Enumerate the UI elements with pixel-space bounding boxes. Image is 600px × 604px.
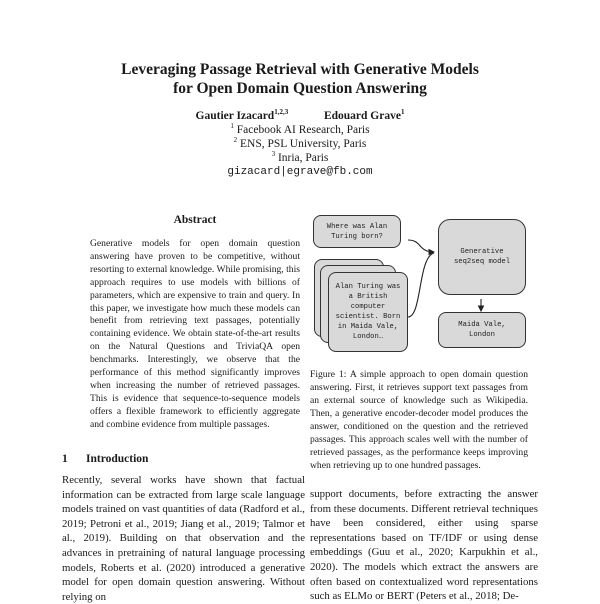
question-box: Where was Alan Turing born?: [313, 215, 401, 248]
answer-box: Maida Vale, London: [438, 312, 526, 348]
author-name: Edouard Grave: [323, 110, 401, 122]
abstract-text: Generative models for open domain question answering have proven to be competitive, without resorting to external knowledge. While promising, this approach requires to use models with billions of parameters, which are expensive to train and query. In this paper, we investigate how much these models can benefit from retrieving text passages, potentially containing evidence. We obtain state-of-the-art results on the Natural Questions and TriviaQA open benchmarks. Interestingly, we observe that the performance of this method significantly improves when increasing the number of retrieved passages. This is evidence that sequence-to-sequence models offers a flexible framework to efficiently aggregate and combine evidence from multiple passages.: [90, 238, 300, 430]
affiliation: $^3$ Inria, Paris: [271, 150, 329, 164]
body-text-right-column: support documents, before extracting the answer from these documents. Different retrieval techniques have been considered, either using sparse representations based on TF/IDF or using dense embeddings (Guu et al., 2020; Karpukhin et al., 2020). The models which extract the answers are often based on contextualized word representations such as ELMo or BERT (Peters et al., 2018; De-: [310, 488, 538, 603]
author-email: gizacard|egrave@fb.com: [227, 166, 373, 178]
section-title: Introduction: [86, 453, 149, 465]
affiliation: $^1$ Facebook AI Research, Paris: [230, 122, 370, 136]
author-affiliation-marks: 1: [400, 108, 405, 117]
title-line-1: Leveraging Passage Retrieval with Generative Models: [121, 61, 479, 78]
passage-box: Alan Turing was a British computer scientist. Born in Maida Vale, London…: [328, 272, 408, 352]
author-names: [0, 109, 600, 123]
question-to-model-arrow: [408, 240, 434, 252]
abstract-heading: Abstract: [173, 214, 217, 226]
paper-title: [0, 60, 600, 98]
title-line-2: for Open Domain Question Answering: [173, 80, 427, 97]
figure-1-diagram: [310, 212, 525, 362]
author-name: Gautier Izacard: [195, 110, 275, 122]
passages-to-model-arrow: [408, 253, 434, 317]
figure-caption: Figure 1: A simple approach to open domain question answering. First, it retrieves support text passages from an external source of knowledge such as Wikipedia. Then, a generative encoder-decoder model produces the answer, conditioned on the question and the retrieved passages. This approach scales well with the number of retrieved passages, as the performance keeps improving when retrieving up to one hundred passages.: [310, 369, 528, 471]
section-heading: [62, 453, 148, 465]
author-affiliation-marks: 1,2,3: [274, 108, 289, 117]
section-number: 1: [62, 453, 68, 465]
body-text-left-column: Recently, several works have shown that factual information can be extracted from large scale language models trained on vast quantities of data (Radford et al., 2019; Petroni et al., 2019; Jiang et al., 2019; Talmor et al., 2019). Building on that observation and the advances in pretraining of natural language processing models, Roberts et al. (2020) introduced a generative model for open domain question answering. Without relying on: [62, 474, 305, 603]
generative-model-box: Generative seq2seq model: [438, 219, 526, 295]
author-block: [0, 109, 600, 179]
affiliation: $^2$ ENS, PSL University, Paris: [233, 136, 367, 150]
